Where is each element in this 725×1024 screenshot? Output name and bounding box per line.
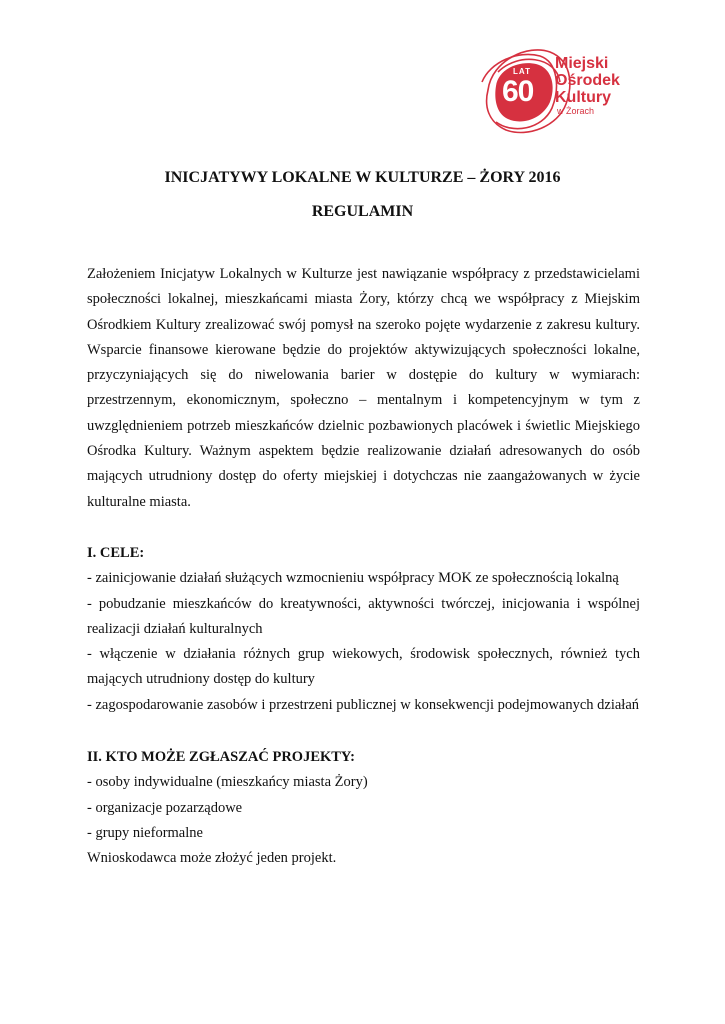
logo-number: 60 [502,75,534,108]
logo-line-4: w Żorach [557,106,595,116]
section-1-heading: I. CELE: [87,544,145,561]
logo-line-3: Kultury [555,89,611,106]
document-subtitle: REGULAMIN [311,203,414,220]
logo-line-1: Miejski [555,55,609,72]
document-title: INICJATYWY LOKALNE W KULTURZE – ŻORY 2016 [164,169,561,186]
section-2-item: - osoby indywidualne (mieszkańcy miasta Żory) [87,774,368,791]
logo-text [555,55,620,117]
document-body [87,262,640,872]
section-1-item: - włączenie w działania różnych grup wiekowych, środowisk społecznych, również tych mających utrudniony dostęp do kultury [87,646,640,688]
logo-lat: LAT [513,67,531,76]
section-2-heading: II. KTO MOŻE ZGŁASZAĆ PROJEKTY: [87,749,355,766]
section-spacer [87,718,640,745]
section-1-item: - zainicjowanie działań służących wzmocnieniu współpracy MOK ze społecznością lokalną [87,570,619,587]
section-2-item: - grupy nieformalne [87,824,203,841]
section-2-item: - organizacje pozarządowe [87,799,243,816]
logo-line-2: Ośrodek [555,72,620,89]
intro-paragraph: Założeniem Inicjatyw Lokalnych w Kulturze jest nawiązanie współpracy z przedstawicielami społeczności lokalnej, mieszkańcami miasta Żory, którzy chcą we współpracy z Miejskim Ośrodkiem Kultury zrealizować swój pomysł na szeroko pojęte wydarzenie z zakresu kultury. Wsparcie finansowe kierowane będzie do projektów aktywizujących społeczności lokalne, przyczyniających się do niwelowania barier w dostępie do kultury w wymiarach: przestrzennym, ekonomicznym, społeczno – mentalnym i kompetencyjnym w tym z uwzględnieniem potrzeb mieszkańców dzielnic pozbawionych placówek i świetlic Miejskiego Ośrodka Kultury. Ważnym aspektem będzie realizowanie działań adresowanych do osób mających utrudniony dostęp do oferty miejskiej i dotychczas nie zaangażowanych w życie kulturalne miasta. [87,266,640,510]
mok-logo [478,42,658,142]
section-1-item: - zagospodarowanie zasobów i przestrzeni publicznej w konsekwencji podejmowanych działań [87,696,640,713]
section-1-item: - pobudzanie mieszkańców do kreatywności, aktywności twórczej, inicjowania i wspólnej realizacji działań kulturalnych [87,595,640,637]
section-2-note: Wnioskodawca może złożyć jeden projekt. [87,850,337,867]
